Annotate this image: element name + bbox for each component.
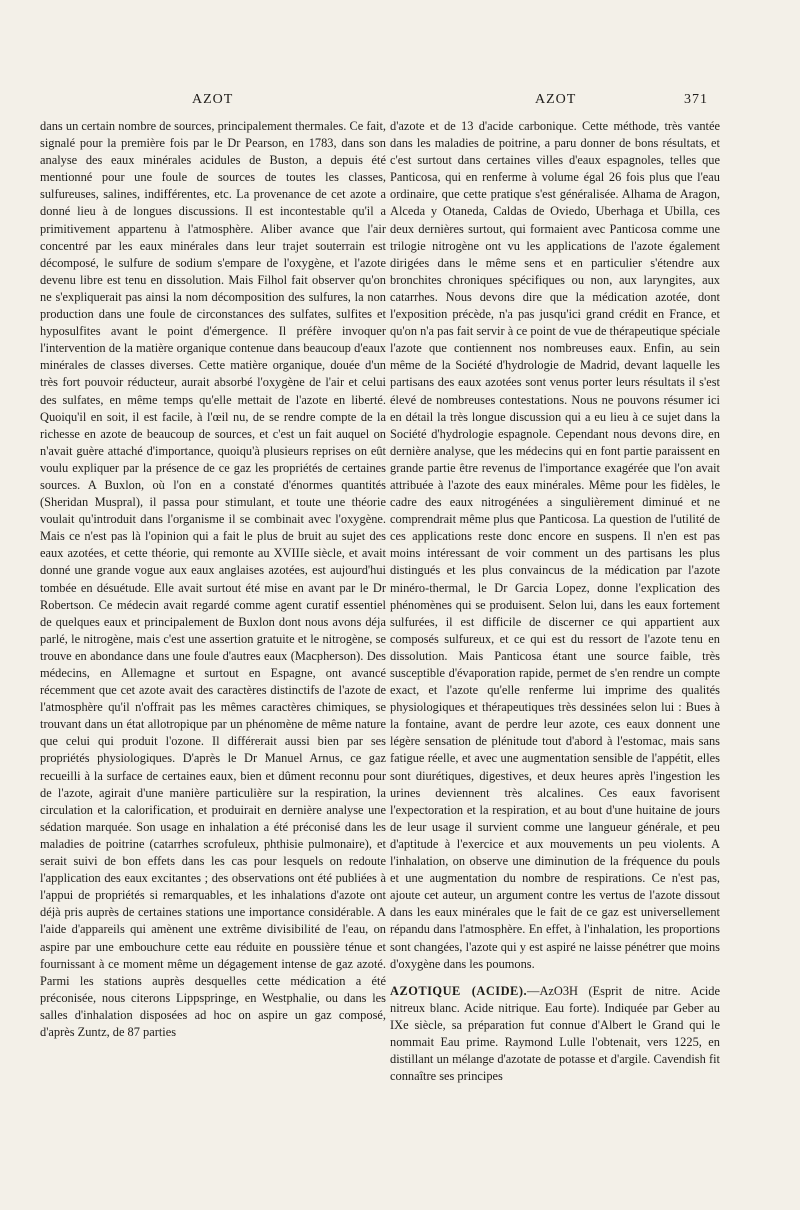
dictionary-entry — [390, 983, 720, 1086]
running-head-left: AZOT — [192, 92, 234, 107]
entry-headword: AZOTIQUE (ACIDE). — [390, 983, 528, 998]
left-column-text: dans un certain nombre de sources, principalement thermales. Ce fait, signalé pour la première fois par le Dr Pearson, en 1783, dans son analyse des eaux minérales acidules de Buston, a depuis été mentionné pour une foule de sources de toutes les classes, sulfureuses, salines, indifférentes, etc. La provenance de cet azote a donné lieu à de longues discussions. Il est incontestable qu'il a primitivement appartenu à l'atmosphère. Aliber avance que l'air concentré par les eaux minérales dans leur trajet souterrain est décomposé, le sulfure de sodium s'empare de l'oxygène, et l'azote devenu libre est tenu en dissolution. Mais Filhol fait observer qu'on ne s'expliquerait pas ainsi la nom décomposition des sulfures, la non production dans une foule de circonstances des sulfates, sulfites et hyposulfites avant le point d'émergence. Il préfère invoquer l'intervention de la matière organique contenue dans beaucoup d'eaux minérales de classes diverses. Cette matière organique, douée d'un très fort pouvoir réducteur, aurait absorbé l'oxygène de l'air et celui des sulfates, en même temps qu'elle mettait de l'azote en liberté. Quoiqu'il en soit, il est facile, à l'œil nu, de se rendre compte de la richesse en azote de beaucoup de sources, et c'est un fait auquel on n'avait guère attaché d'importance, quoiqu'à plusieurs reprises on eût voulu expliquer par la présence de ce gaz les propriétés de certaines sources. A Buxlon, où l'on en a constaté d'énormes quantités (Sheridan Muspral), il passa pour stimulant, et toute une théorie voulait qu'introduit dans l'organisme il se combinait avec l'oxygène. Mais ce n'est pas là l'opinion qui a fait le plus de bruit au sujet des eaux azotées, et cette théorie, qui remonte au XVIIIe siècle, et avait donné une grande vogue aux eaux anglaises azotées, est aujourd'hui tombée en désuétude. Elle avait surtout été mise en avant par le Dr Robertson. Ce médecin avait regardé comme agent curatif essentiel de quelques eaux et principalement de Buxlon dont nous avons déja parlé, le nitrogène, mais c'est une assertion gratuite et le nitrogène, se trouve en abondance dans une foule d'autres eaux (Macpherson). Des médecins, en Allemagne et surtout en Espagne, ont avancé récemment que cet azote avait des caractères distinctifs de l'azote de l'atmosphère qu'il n'offrait pas les mêmes caractères chimiques, se trouvant dans un état allotropique par un phénomène de même nature que celui qui produit l'ozone. Il différerait aussi bien par ses propriétés physiologiques. D'après le Dr Manuel Arnus, ce gaz recueilli à la surface de certaines eaux, bien et dûment reconnu pour de l'azote, agirait d'une manière particulière sur la respiration, la circulation et la calorification, et produirait en dernière analyse une sédation marquée. Son usage en inhalation a été préconisé dans les maladies de poitrine (catarrhes scrofuleux, phthisie pulmonaire), et serait suivi de bon effets dans les cas pour lesquels on redoute l'application des eaux excitantes ; des observations ont été publiées à l'appui de propriétés si remarquables, et les inhalations d'azote ont déjà pris auprès de certaines stations une importance considérable. A l'aide d'appareils qui amènent une extrême divisibilité de l'eau, on aspire par une embouchure cette eau réduite en poussière ténue et fournissant à ce moment même un dégagement intense de gaz azoté. Parmi les stations auprès desquelles cette médication a été préconisée, nous citerons Lippspringe, en Westphalie, ou dans les salles d'inhalation disposées ad hoc on aspire un gaz composé, d'après Zuntz, de 87 parties — [40, 119, 386, 1039]
right-column — [390, 118, 720, 1085]
page-number: 371 — [684, 92, 708, 107]
running-head-right: AZOT — [535, 92, 577, 107]
left-column — [40, 118, 386, 1041]
right-column-text: d'azote et de 13 d'acide carbonique. Cette méthode, très vantée dans les maladies de poitrine, a paru donner de bons résultats, et c'est surtout dans certaines villes d'eaux espagnoles, telles que Panticosa, qui en renferme à volume égal 26 fois plus que l'eau ordinaire, que cette pratique s'est généralisée. Alhama de Aragon, Alceda y Otaneda, Caldas de Oviedo, Uberhaga et Ubilla, ces deux dernières surtout, qui formaient avec Panticosa comme une trilogie nitrogène ont vu les applications de l'azote également dirigées dans le même sens et en particulier s'étendre aux bronchites chroniques spécifiques ou non, aux laryngites, aux catarrhes. Nous devons dire que la médication azotée, dont l'exposition précède, n'a pas jusqu'ici grand crédit en France, et qu'on n'a pas fait servir à ce point de vue de thérapeutique spéciale l'azote que contiennent nos nombreuses eaux. Enfin, au sein même de la Société d'hydrologie de Madrid, devant laquelle les partisans des eaux azotées sont venus porter leurs résultats il s'est élevé de nombreuses contestations. Nous ne pouvons résumer ici en détail la très longue discussion qui a eu lieu à ce sujet dans la Société d'hydrologie espagnole. Cependant nous devons dire, en dernière analyse, que les médecins qui en font partie paraissent en grande partie être revenus de l'importance exagérée que l'on avait attribuée à l'azote des eaux minérales. Même pour les fidèles, le cadre des eaux nitrogénées a singulièrement diminué et ne comprendrait même plus que Panticosa. La question de l'utilité de ces applications reste donc encore en suspens. Il n'en est pas moins intéressant de voir comment un des partisans les plus distingués et les plus convaincus de la médication par l'azote minéro-thermal, le Dr Garcia Lopez, donne l'explication des phénomènes qui se produisent. Selon lui, dans les eaux fortement sulfurées, il est difficile de discerner ce qui appartient aux composés sulfureux, et ce qui est du ressort de l'azote tenu en dissolution. Mais Panticosa étant une source faible, très susceptible d'évaporation rapide, permet de s'en rendre un compte exact, et l'azote qu'elle renferme lui imprime des qualités physiologiques et thérapeutiques très dessinées selon lui : Bues à la fontaine, avant de perdre leur azote, ces eaux donnent une légère sensation de plénitude tout d'abord à l'estomac, mais sans fatigue réelle, et avec une augmentation sensible de l'appétit, elles sont diurétiques, digestives, et deux heures après l'ingestion les urines deviennent très alcalines. Ces eaux favorisent l'expectoration et la respiration, et au bout d'une huitaine de jours de leur usage il survient comme une langueur générale, et peu d'aptitude à l'exercice et aux mouvements un peu violents. A l'inhalation, on observe une diminution de la fréquence du pouls et une augmentation du nombre de respirations. Ce n'est pas, ajoute cet auteur, un argument contre les vertus de l'azote dissout dans les eaux minérales que le fait de ce gaz est universellement répandu dans l'atmosphère. En effet, à l'inhalation, les proportions sont changées, l'azote qui y est aspiré ne laisse pénétrer que moins d'oxygène dans les poumons. — [390, 119, 720, 971]
entry-body: —AzO3H (Esprit de nitre. Acide nitreux blanc. Acide nitrique. Eau forte). Indiquée par Geber au IXe siècle, sa préparation fut connue d'Albert le Grand qui le nommait Eau prime. Raymond Lulle l'obtenait, vers 1225, en distillant un mélange d'azotate de potasse et d'argile. Cavendish fit connaître ses principes — [390, 983, 720, 1084]
